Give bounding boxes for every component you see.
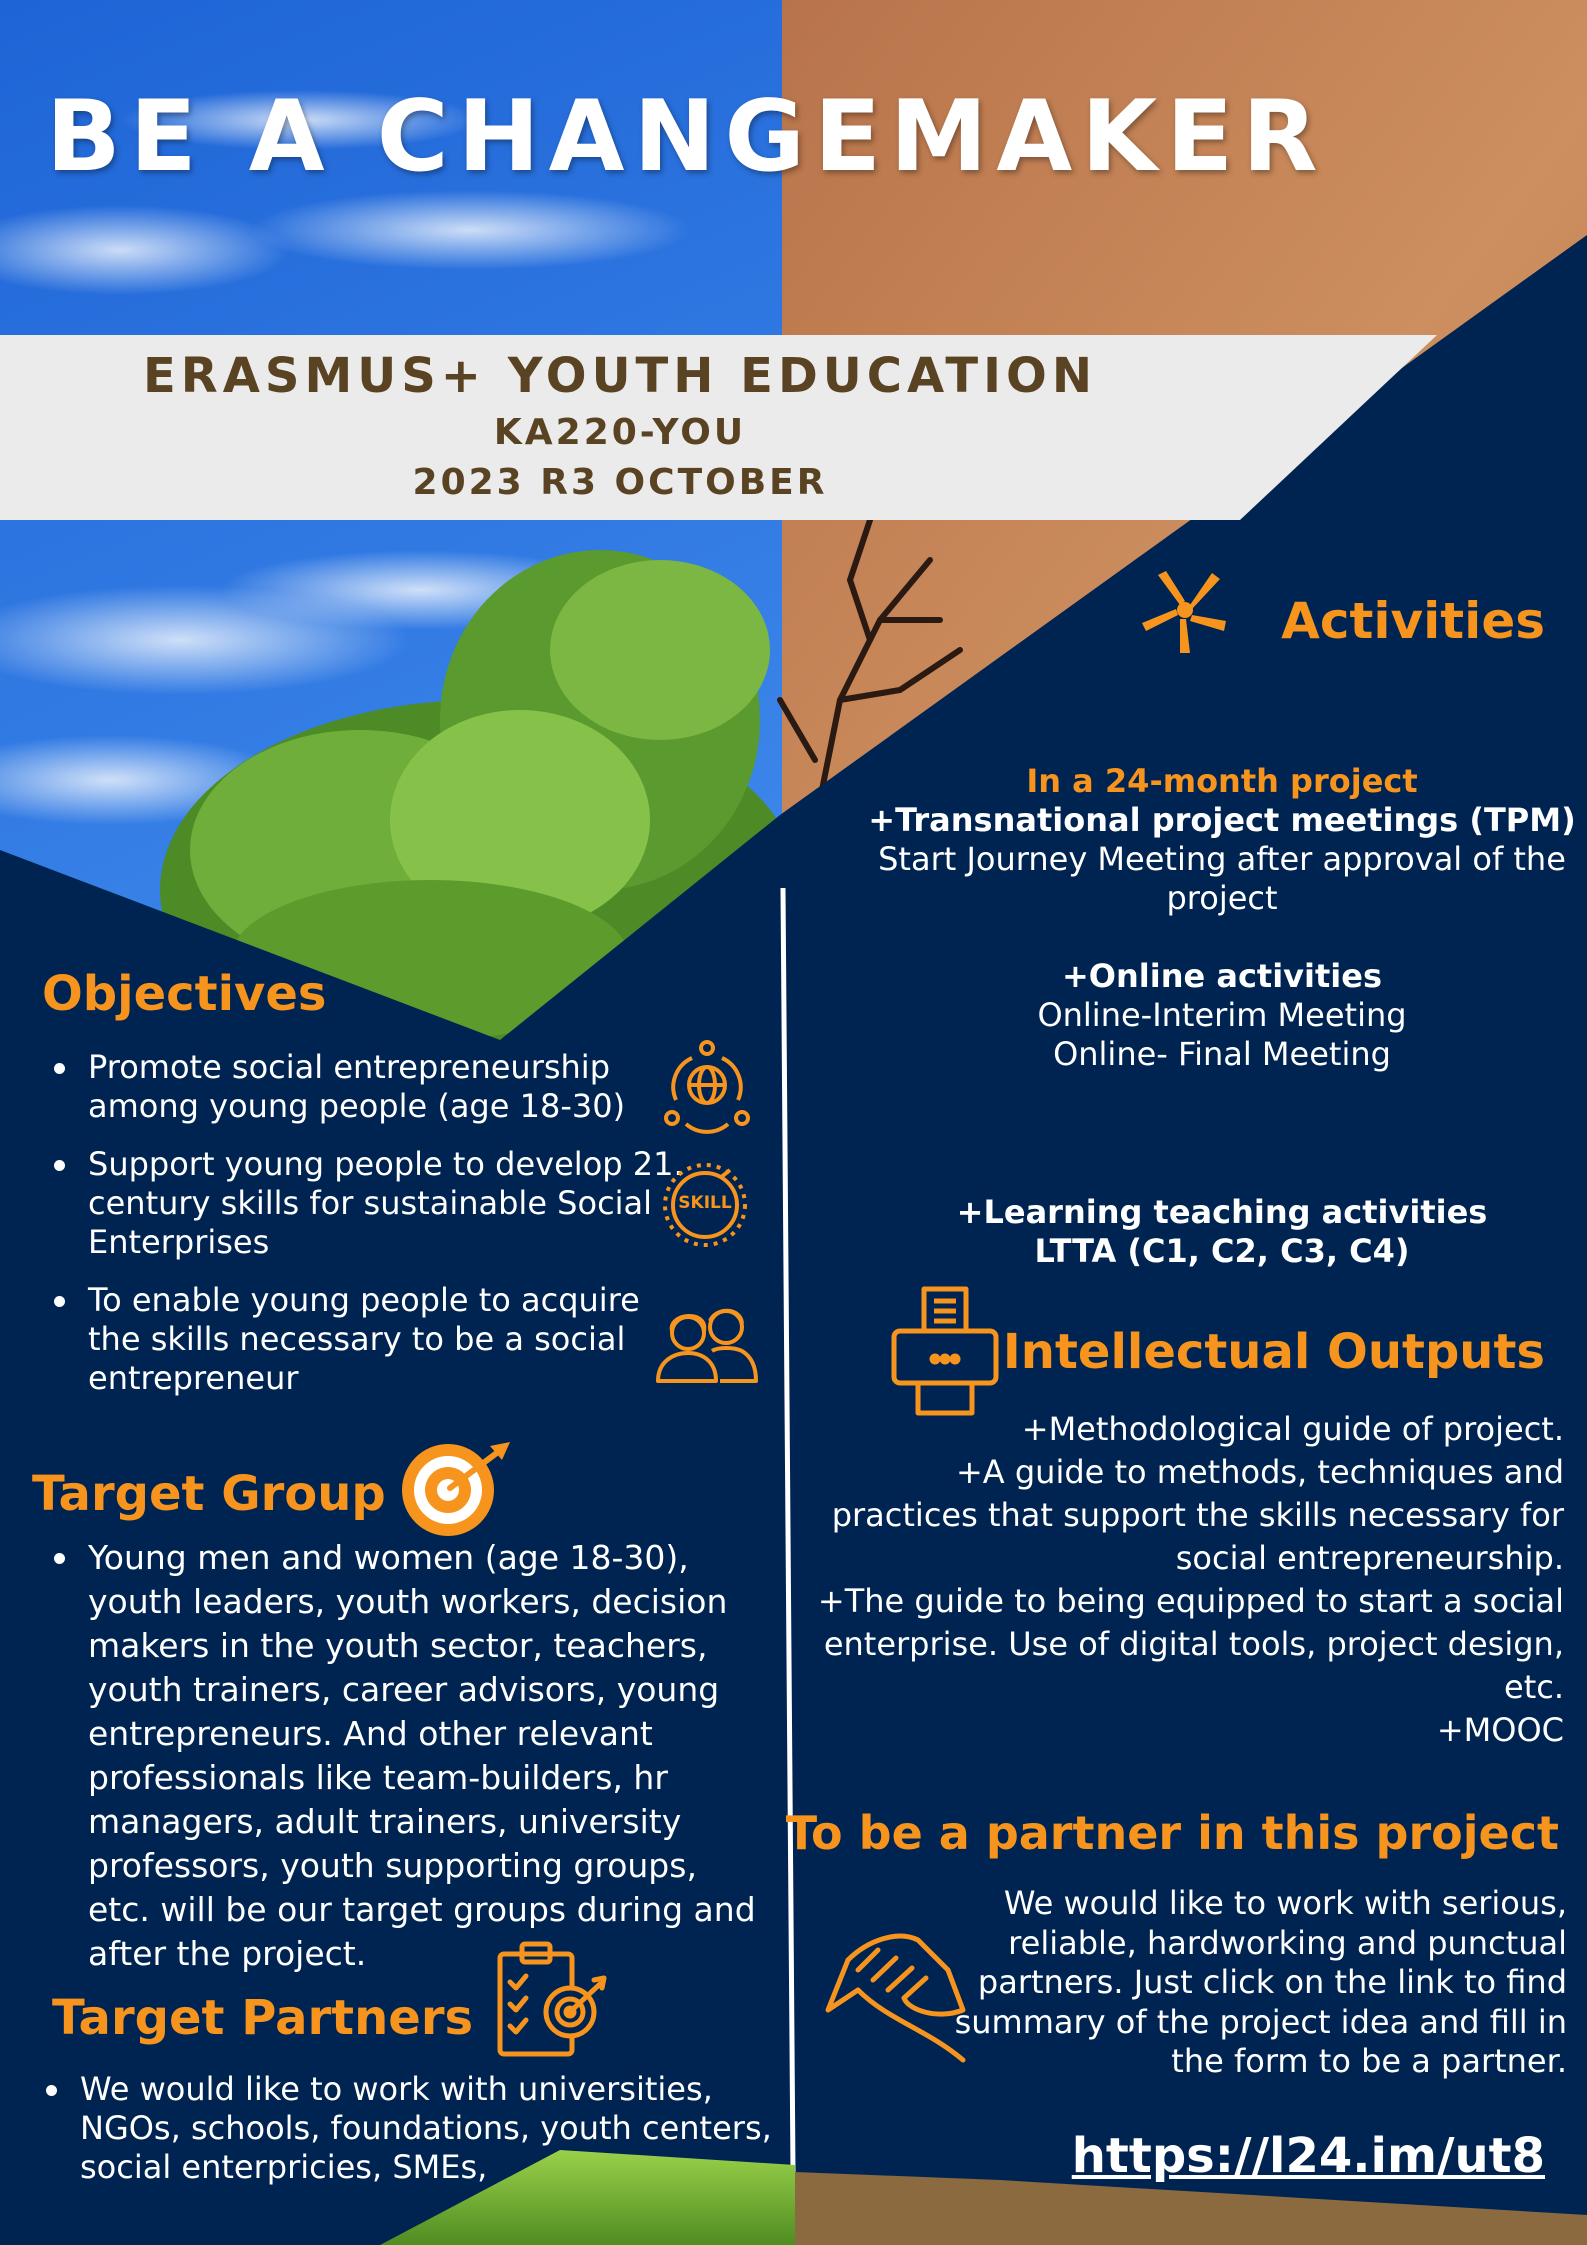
online-title: +Online activities xyxy=(1061,957,1383,995)
objectives-list xyxy=(44,1048,684,1417)
output-line: +Methodological guide of project. xyxy=(1021,1410,1564,1448)
activities-heading: Activities xyxy=(1281,592,1545,650)
online-activities xyxy=(822,957,1587,1074)
output-line: enterprise. Use of digital tools, project design, xyxy=(823,1625,1564,1663)
partner-line: the form to be a partner. xyxy=(1171,2042,1567,2080)
partner-line: summary of the project idea and fill in xyxy=(954,2002,1567,2041)
global-network-icon xyxy=(662,1040,752,1130)
ltta-title: +Learning teaching activities xyxy=(956,1193,1488,1231)
objective-item: Support young people to develop 21. century skills for sustainable Social Enterprises xyxy=(44,1145,684,1262)
target-partners-item: We would like to work with universities, NGOs, schools, foundations, youth centers, social enterpricies, SMEs, xyxy=(36,2070,776,2187)
activities-intro: In a 24-month project xyxy=(1026,762,1418,800)
activities-text xyxy=(822,762,1587,918)
output-line: +A guide to methods, techniques and xyxy=(955,1453,1564,1491)
objective-item: Promote social entrepreneurship among young people (age 18-30) xyxy=(44,1048,684,1126)
partner-text xyxy=(927,1884,1567,2082)
partner-link[interactable]: https://l24.im/ut8 xyxy=(1071,2128,1545,2184)
target-partners-list xyxy=(36,2070,776,2187)
printer-icon xyxy=(890,1285,1000,1417)
outputs-list xyxy=(784,1408,1564,1752)
tpm-line-1: Start Journey Meeting after approval of the xyxy=(878,840,1566,878)
output-line: +MOOC xyxy=(1436,1711,1564,1749)
output-line: social entrepreneurship. xyxy=(1175,1539,1564,1577)
banner-date: 2023 R3 OCTOBER xyxy=(412,462,828,503)
partner-heading: To be a partner in this project xyxy=(785,1806,1559,1860)
objective-item: To enable young people to acquire the skills necessary to be a social entrepreneur xyxy=(44,1281,684,1398)
target-partners-heading: Target Partners xyxy=(52,1990,474,2046)
hands-circle-icon xyxy=(1140,565,1230,655)
output-line: etc. xyxy=(1504,1668,1564,1706)
ltta-line: LTTA (C1, C2, C3, C4) xyxy=(1034,1232,1410,1270)
clipboard-target-icon xyxy=(496,1940,611,2060)
skill-badge-label: SKILL xyxy=(678,1193,732,1213)
banner-code: KA220-YOU xyxy=(493,412,747,453)
objectives-heading: Objectives xyxy=(42,966,327,1022)
target-group-list xyxy=(44,1536,764,1976)
output-line: +The guide to being equipped to start a social xyxy=(817,1582,1564,1620)
ltta-activities xyxy=(822,1193,1587,1271)
partner-line: partners. Just click on the link to find xyxy=(977,1963,1567,2001)
partner-line: reliable, hardworking and punctual xyxy=(1008,1923,1567,1962)
outputs-heading: Intellectual Outputs xyxy=(1002,1324,1545,1380)
output-line: practices that support the skills necessary for xyxy=(831,1496,1564,1534)
banner-program: ERASMUS+ YOUTH EDUCATION xyxy=(143,348,1097,404)
online-line-2: Online- Final Meeting xyxy=(1053,1035,1391,1073)
tpm-line-2: project xyxy=(1166,879,1278,917)
target-group-heading: Target Group xyxy=(32,1466,386,1522)
main-title: BE A CHANGEMAKER xyxy=(46,80,1327,194)
tpm-title: +Transnational project meetings (TPM) xyxy=(868,801,1576,839)
young-people-icon xyxy=(654,1303,759,1383)
target-icon xyxy=(398,1438,513,1538)
target-group-item: Young men and women (age 18-30), youth leaders, youth workers, decision makers in the youth sector, teachers, youth trainers, career advisors, young entrepreneurs. And other relevant professionals like team-builders, hr managers, adult trainers, university professors, youth supporting groups, etc. will be our target groups during and after the project. xyxy=(44,1536,764,1976)
partner-line: We would like to work with serious, xyxy=(1003,1884,1567,1922)
online-line-1: Online-Interim Meeting xyxy=(1037,996,1407,1034)
